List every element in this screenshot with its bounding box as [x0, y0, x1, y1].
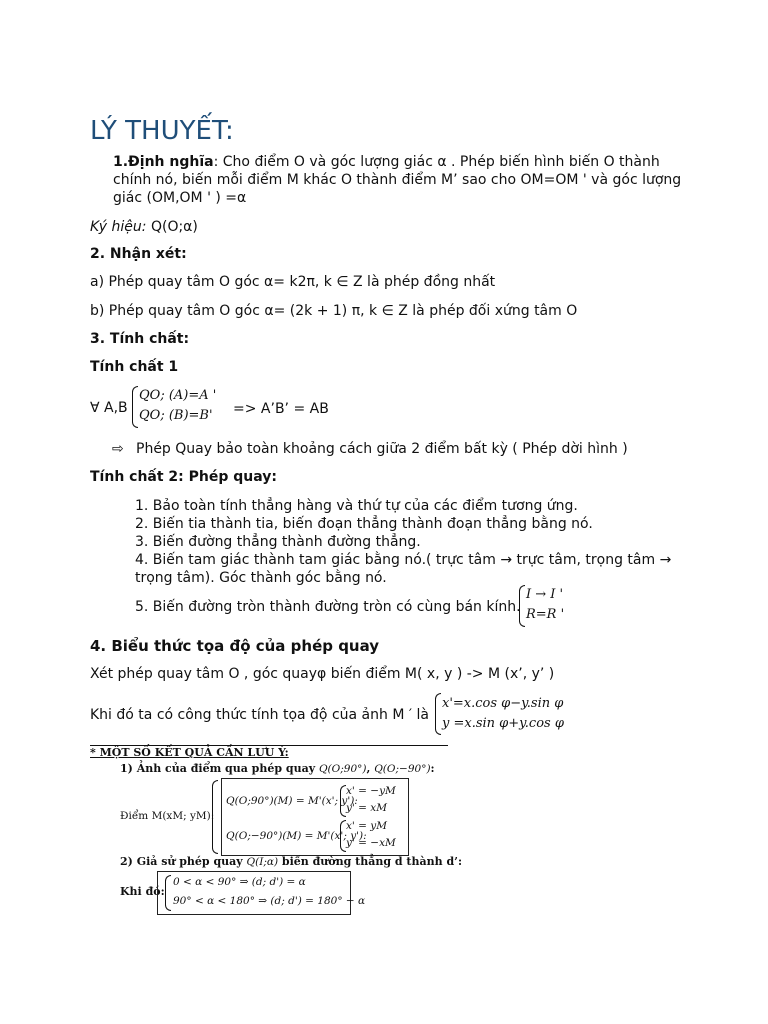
notes-1-row-1-eq-2: y' = xM — [346, 802, 387, 814]
property-item-5: 5. Biến đường tròn thành đường tròn có cùng bán kính. — [135, 599, 521, 615]
notes-2-case-1: 0 < α < 90° ⇒ (d; d') = α — [173, 876, 306, 888]
coordinates-line-1: Xét phép quay tâm O , góc quayφ biến điểm M( x, y ) -> M (x’, y’ ) — [90, 666, 555, 682]
notes-2-brace — [165, 875, 171, 911]
property-item-1: 1. Bảo toàn tính thẳng hàng và thứ tự của các điểm tương ứng. — [135, 498, 578, 514]
notes-1-row-2: Q(O;−90°)(M) = M'(x'; y'): — [226, 830, 367, 842]
notes-2-heading: 2) Giả sử phép quay — [120, 855, 243, 868]
properties-heading: 3. Tính chất: — [90, 331, 190, 347]
item-5-eq-2: R=R ' — [526, 607, 565, 622]
notes-1-q2: Q(O;−90°) — [374, 763, 431, 775]
notes-2-case-2: 90° < α < 180° ⇒ (d; d') = 180° − α — [173, 895, 366, 907]
remark-a: a) Phép quay tâm O góc α= k2π, k ∈ Z là phép đồng nhất — [90, 274, 496, 290]
notes-2-heading-rest: biến đường thẳng d thành d’: — [281, 855, 463, 868]
coordinates-line-2: Khi đó ta có công thức tính tọa độ của ảnh M ′ là — [90, 707, 429, 723]
notation-label: Ký hiệu: — [90, 219, 147, 235]
notes-1-heading: 1) Ảnh của điểm qua phép quay — [120, 762, 316, 775]
property-1-conclusion: Phép Quay bảo toàn khoảng cách giữa 2 điểm bất kỳ ( Phép dời hình ) — [136, 441, 628, 457]
definition-text-1: : Cho điểm O và góc lượng giác α . Phép biến hình biến O thành — [213, 154, 660, 170]
notes-1-heading-row: 1) Ảnh của điểm qua phép quay Q(O;90°), Q(O;−90°): — [120, 762, 435, 775]
definition-line-1 — [113, 153, 660, 171]
notes-heading: * MỘT SỐ KẾT QUẢ CẦN LƯU Ý: — [90, 746, 289, 759]
notes-1-outer-brace — [212, 780, 218, 854]
coordinates-heading: 4. Biểu thức tọa độ của phép quay — [90, 637, 380, 655]
page-title: LÝ THUYẾT: — [90, 116, 234, 146]
property-item-4: 4. Biến tam giác thành tam giác bằng nó.( trực tâm → trực tâm, trọng tâm → — [135, 552, 672, 568]
notes-2-when: Khi đó: — [120, 885, 165, 898]
notes-1-q1: Q(O;90°) — [318, 763, 367, 775]
notes-2-q: Q(I;α) — [246, 856, 279, 868]
property-1-result: => A’B’ = AB — [233, 401, 329, 417]
coordinates-brace — [435, 693, 441, 735]
property-1-prefix: ∀ A,B — [90, 400, 128, 416]
definition-line-3: giác (OM,OM ' ) =α — [113, 190, 247, 206]
notes-1-row-1: Q(O;90°)(M) = M'(x'; y'): — [226, 795, 358, 807]
property-1-brace — [132, 386, 138, 428]
arrow-icon: ⇨ — [112, 441, 124, 457]
definition-line-2: chính nó, biến mỗi điểm M khác O thành điểm M’ sao cho OM=OM ' và góc lượng — [113, 172, 682, 188]
remark-heading: 2. Nhận xét: — [90, 246, 187, 262]
remark-b: b) Phép quay tâm O góc α= (2k + 1) π, k ∈ Z là phép đối xứng tâm O — [90, 303, 578, 319]
item-5-brace — [519, 585, 525, 627]
property-item-3: 3. Biến đường thẳng thành đường thẳng. — [135, 534, 421, 550]
property-1-heading: Tính chất 1 — [90, 359, 179, 375]
property-1-eq-1: QO; (A)=A ' — [139, 388, 217, 403]
property-1-eq-2: QO; (B)=B' — [139, 408, 213, 423]
notes-1-row-2-eq-2: y' = −xM — [346, 837, 396, 849]
property-item-2: 2. Biến tia thành tia, biến đoạn thẳng thành đoạn thẳng bằng nó. — [135, 516, 593, 532]
property-2-heading: Tính chất 2: Phép quay: — [90, 469, 277, 485]
item-5-eq-1: I → I ' — [526, 587, 564, 602]
coordinates-eq-1: x'=x.cos φ−y.sin φ — [442, 696, 564, 711]
notes-1-row-1-eq-1: x' = −yM — [346, 785, 396, 797]
notes-1-point: Điểm M(xM; yM): — [120, 810, 215, 822]
notation — [90, 218, 198, 236]
property-item-4-cont: trọng tâm). Góc thành góc bằng nó. — [135, 570, 387, 586]
definition-label: 1.Định nghĩa — [113, 154, 214, 170]
coordinates-eq-2: y =x.sin φ+y.cos φ — [442, 716, 564, 731]
notes-1-row-2-eq-1: x' = yM — [346, 820, 387, 832]
notes-2-heading-row — [120, 855, 462, 868]
notation-value: Q(O;α) — [150, 219, 198, 235]
